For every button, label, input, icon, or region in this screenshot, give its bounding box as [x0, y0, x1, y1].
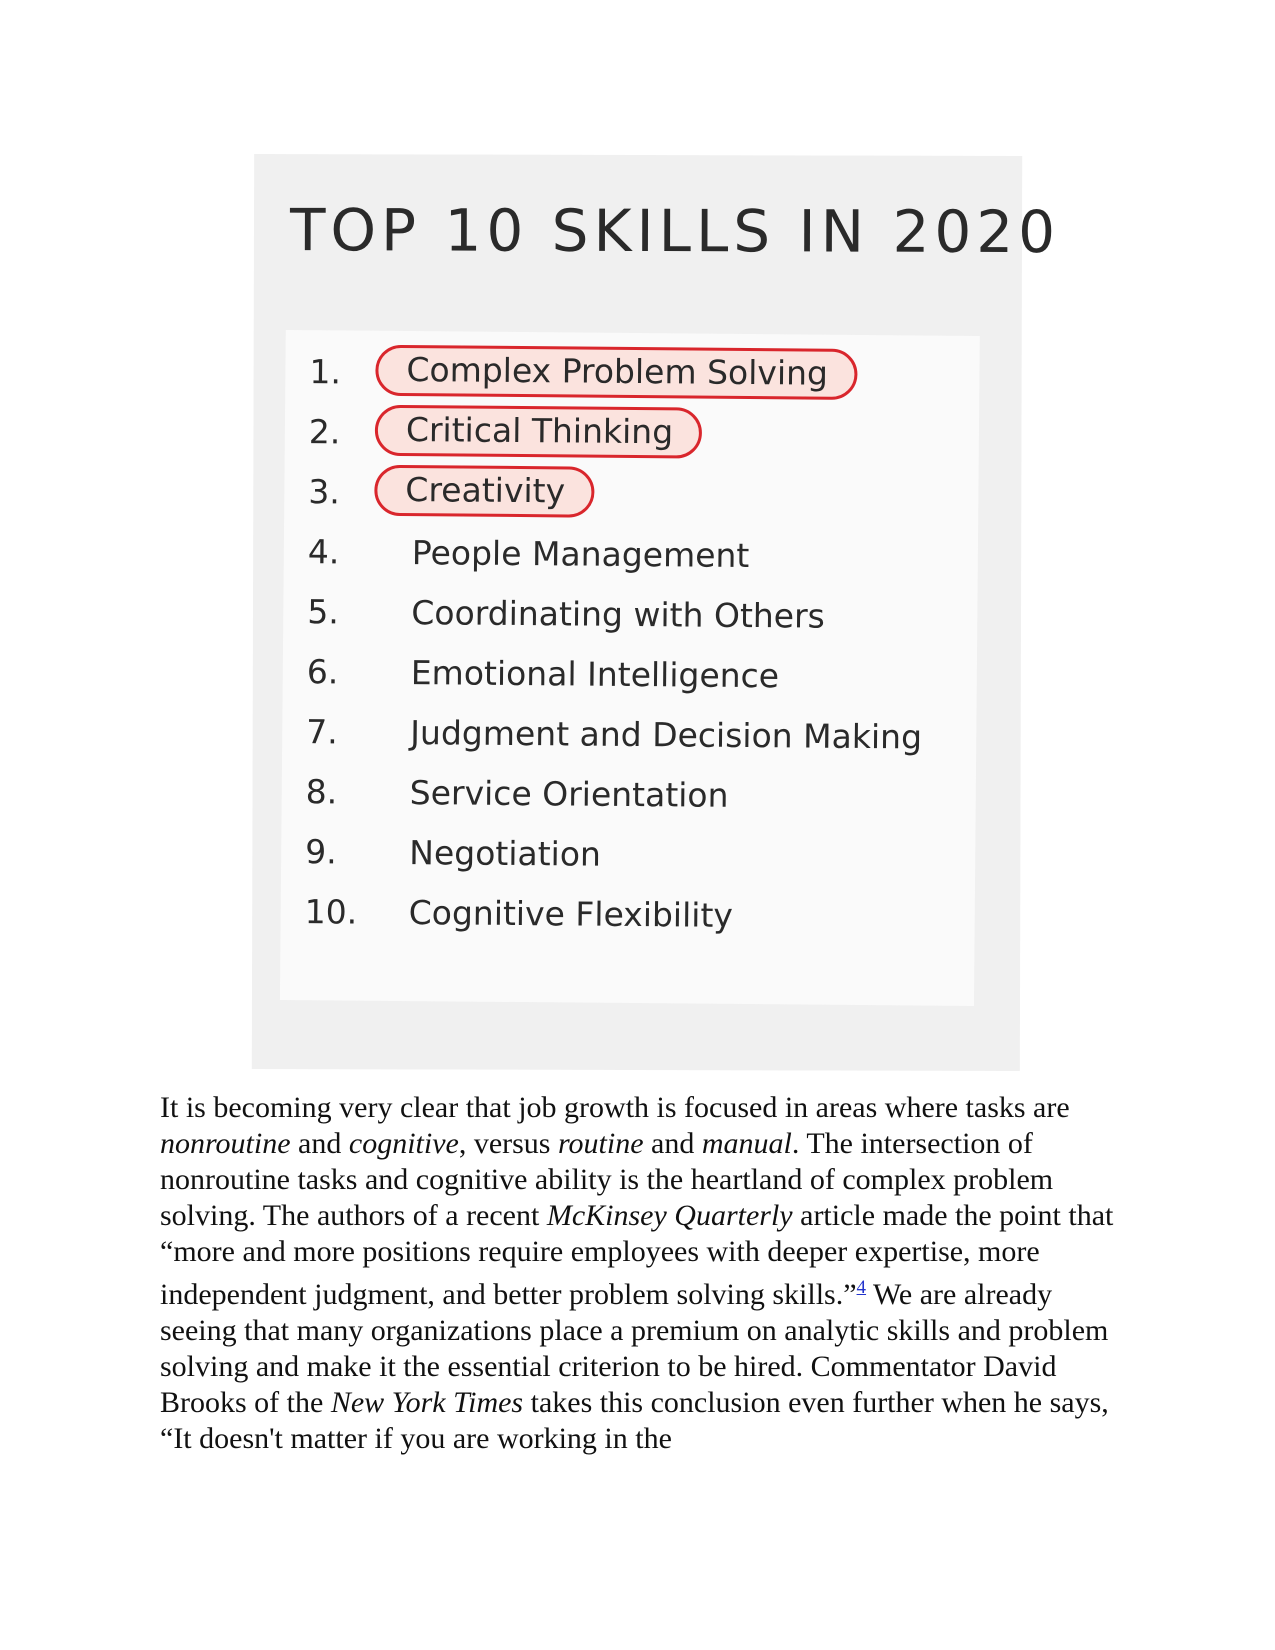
skill-number: 7. — [306, 712, 338, 752]
skill-number: 9. — [305, 832, 337, 872]
text-run: and — [290, 1127, 349, 1160]
skills-list — [280, 330, 980, 1006]
paragraph — [160, 1090, 1120, 1457]
skill-number: 1. — [309, 352, 342, 392]
text-run: It is becoming very clear that job growth is focused in areas where tasks are — [160, 1091, 1070, 1124]
emphasis: manual — [701, 1127, 792, 1160]
skill-label: Cognitive Flexibility — [408, 893, 734, 935]
skill-item — [282, 712, 976, 778]
skill-number: 3. — [308, 472, 341, 512]
skill-item — [283, 592, 977, 658]
text-run: article made the point that “more and more positions require employees with deeper expertise, more independent judgment, and better problem solving skills.” — [160, 1199, 1114, 1311]
skill-label-circled: Critical Thinking — [375, 405, 703, 459]
emphasis: nonroutine — [160, 1127, 291, 1160]
skills-figure — [252, 154, 1061, 1071]
text-run: , versus — [458, 1127, 558, 1160]
footnote-link[interactable]: 4 — [856, 1277, 867, 1298]
body-text — [160, 1090, 1120, 1457]
skill-item — [280, 892, 974, 958]
text-run: . The intersection of nonroutine tasks and cognitive ability is the heartland of complex problem solving. The authors of a recent — [160, 1127, 1054, 1232]
skill-number: 6. — [306, 652, 339, 692]
skill-label: People Management — [411, 533, 750, 576]
skill-item — [281, 772, 975, 838]
skill-label: Negotiation — [409, 833, 602, 874]
publication-title: McKinsey Quarterly — [546, 1199, 793, 1232]
skill-number: 4. — [307, 532, 340, 572]
skill-label-circled: Creativity — [374, 465, 594, 518]
text-run: We are already seeing that many organizations place a premium on analytic skills and problem solving and make it the essential criterion to be hired. Commentator David Brooks of the — [160, 1278, 1109, 1419]
emphasis: routine — [557, 1127, 644, 1160]
skill-number: 10. — [304, 892, 358, 932]
skill-item — [281, 832, 975, 898]
text-run: takes this conclusion even further when he says, “It doesn't matter if you are working in the — [160, 1386, 1109, 1455]
skill-item — [282, 652, 976, 718]
figure-title: TOP 10 SKILLS IN 2020 — [289, 196, 1061, 267]
text-run: and — [643, 1127, 702, 1160]
skill-item — [284, 532, 978, 598]
publication-title: New York Times — [330, 1386, 524, 1419]
skill-label-circled: Complex Problem Solving — [375, 345, 857, 400]
skill-label: Coordinating with Others — [411, 593, 825, 636]
skill-number: 8. — [305, 772, 338, 812]
skill-label: Emotional Intelligence — [410, 653, 780, 696]
skill-label: Service Orientation — [409, 773, 729, 815]
skill-label: Judgment and Decision Making — [410, 713, 923, 757]
skill-item — [284, 472, 978, 538]
skill-number: 2. — [308, 412, 341, 452]
emphasis: cognitive — [348, 1127, 459, 1160]
skill-number: 5. — [307, 592, 340, 632]
